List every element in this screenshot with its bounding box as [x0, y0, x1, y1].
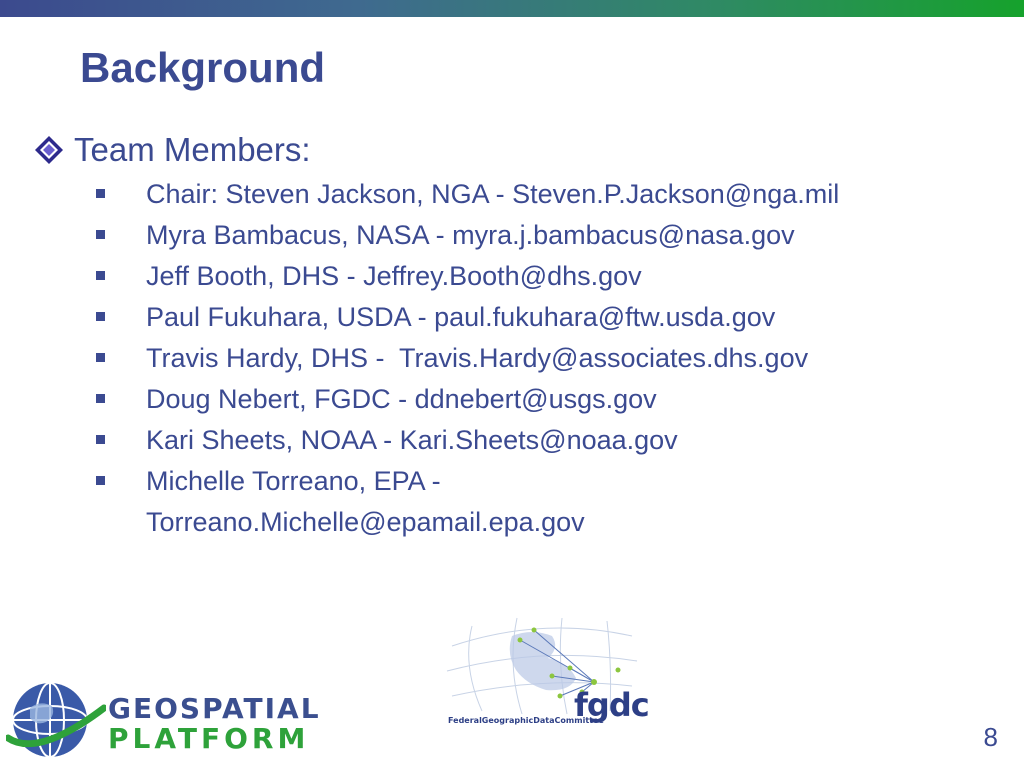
- member-text: Doug Nebert, FGDC - ddnebert@usgs.gov: [146, 384, 657, 414]
- square-bullet-icon: [96, 394, 105, 403]
- platform-word: PLATFORM: [108, 722, 310, 755]
- square-bullet-icon: [96, 271, 105, 280]
- member-text: Michelle Torreano, EPA - Torreano.Michelle@epamail.epa.gov: [146, 466, 585, 537]
- square-bullet-icon: [96, 189, 105, 198]
- member-text: Paul Fukuhara, USDA - paul.fukuhara@ftw.usda.gov: [146, 302, 776, 332]
- geospatial-word: GEOSPATIAL: [108, 692, 321, 725]
- list-item: [96, 420, 976, 461]
- diamond-bullet-icon: [34, 135, 64, 165]
- list-item: [96, 215, 976, 256]
- page-number: 8: [983, 722, 998, 752]
- fgdc-subtitle: FederalGeographicDataCommittee: [448, 716, 604, 725]
- square-bullet-icon: [96, 312, 105, 321]
- member-text: Jeff Booth, DHS - Jeffrey.Booth@dhs.gov: [146, 261, 642, 291]
- member-text: Kari Sheets, NOAA - Kari.Sheets@noaa.gov: [146, 425, 678, 455]
- square-bullet-icon: [96, 353, 105, 362]
- list-item: [96, 297, 976, 338]
- top-gradient-bar: [0, 0, 1024, 17]
- list-item: [96, 461, 586, 543]
- list-item: [96, 338, 976, 379]
- fgdc-logo: [442, 616, 662, 736]
- member-text: Chair: Steven Jackson, NGA - Steven.P.Jackson@nga.mil: [146, 179, 840, 209]
- slide-title: Background: [80, 44, 326, 91]
- team-member-list: [96, 174, 976, 543]
- list-item: [96, 256, 976, 297]
- globe-icon: [6, 678, 106, 767]
- team-members-label: Team Members:: [74, 131, 311, 168]
- main-bullet: [34, 130, 311, 170]
- list-item: [96, 379, 976, 420]
- member-text: Myra Bambacus, NASA - myra.j.bambacus@nasa.gov: [146, 220, 795, 250]
- square-bullet-icon: [96, 230, 105, 239]
- square-bullet-icon: [96, 476, 105, 485]
- list-item: [96, 174, 976, 215]
- fgdc-wordmark: fgdc: [574, 686, 649, 724]
- geospatial-platform-logo: [6, 678, 366, 762]
- square-bullet-icon: [96, 435, 105, 444]
- member-text: Travis Hardy, DHS - Travis.Hardy@associates.dhs.gov: [146, 343, 809, 373]
